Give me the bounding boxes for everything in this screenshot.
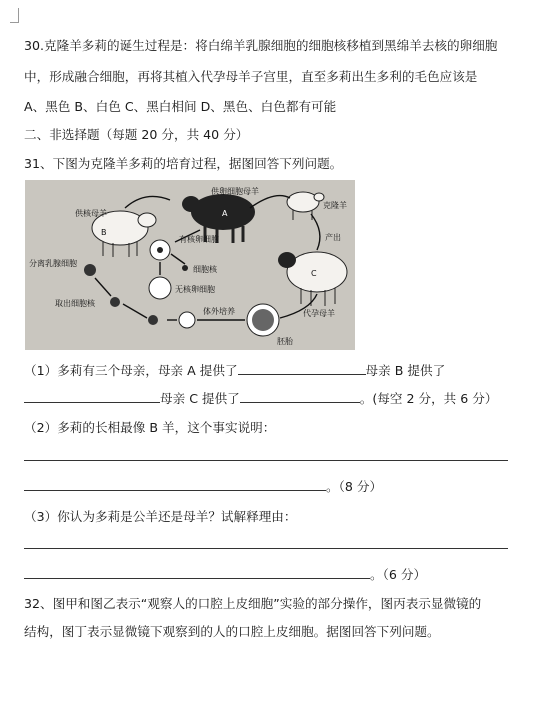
answer-blank-b[interactable] bbox=[24, 390, 160, 403]
q32-line1: 32、图甲和图乙表示“观察人的口腔上皮细胞”实验的部分操作，图丙表示显微镜的 bbox=[24, 596, 482, 611]
fig-label-surrogate: 代孕母羊 bbox=[303, 309, 335, 318]
q31-sub3: （3）你认为多莉是公羊还是母羊？试解释理由： bbox=[24, 509, 297, 524]
answer-blank-2b[interactable] bbox=[24, 478, 326, 491]
q31-sub2-line2 bbox=[24, 478, 382, 495]
extracted-nucleus-cell bbox=[110, 297, 120, 307]
fig-label-separate-mammary: 分离乳腺细胞 bbox=[29, 259, 77, 268]
page-corner-mark bbox=[10, 8, 19, 23]
mammary-cell bbox=[84, 264, 96, 276]
fig-label-donor-egg: 供卵细胞母羊 bbox=[211, 187, 259, 196]
q31-sub2-score: 。（8 分） bbox=[326, 479, 383, 494]
q31-sub1-score: 。(每空 2 分，共 6 分） bbox=[359, 391, 498, 406]
q31-sub1-part1: （1）多莉有三个母亲，母亲 A 提供了 bbox=[24, 363, 238, 378]
fig-label-a: A bbox=[222, 209, 228, 218]
embryo-drawing bbox=[252, 309, 274, 331]
answer-line-3a[interactable] bbox=[24, 548, 508, 549]
nucleated-egg-cell bbox=[157, 247, 163, 253]
fig-label-b: B bbox=[101, 228, 107, 237]
fused-cell-2 bbox=[179, 312, 195, 328]
q31-sub1-line1 bbox=[24, 362, 445, 379]
q31-stem: 31、下图为克隆羊多莉的培育过程，据图回答下列问题。 bbox=[24, 156, 343, 171]
fig-label-nucleus: 细胞核 bbox=[193, 265, 217, 274]
answer-blank-3b[interactable] bbox=[24, 566, 370, 579]
fig-label-nucleated-egg: 有核卵细胞 bbox=[179, 235, 219, 244]
q31-sub1-line2 bbox=[24, 390, 497, 407]
fig-label-c: C bbox=[311, 269, 317, 278]
q30-line1: 30.克隆羊多莉的诞生过程是：将白绵羊乳腺细胞的细胞核移植到黑绵羊去核的卵细胞 bbox=[24, 38, 498, 53]
q32-line2: 结构，图丁表示显微镜下观察到的人的口腔上皮细胞。据图回答下列问题。 bbox=[24, 624, 440, 639]
cloning-process-figure bbox=[25, 180, 355, 350]
answer-blank-a[interactable] bbox=[238, 362, 366, 375]
q31-sub2: （2）多莉的长相最像 B 羊，这个事实说明： bbox=[24, 420, 276, 435]
q30-options: A、黑色 B、白色 C、黑白相间 D、黑色、白色都有可能 bbox=[24, 99, 337, 114]
enucleated-egg-cell bbox=[149, 277, 171, 299]
fig-label-in-vitro: 体外培养 bbox=[203, 307, 235, 316]
cloning-diagram bbox=[25, 180, 355, 350]
nucleus-dot bbox=[182, 265, 188, 271]
fig-label-embryo: 胚胎 bbox=[277, 337, 293, 346]
q31-sub1-part2: 母亲 B 提供了 bbox=[365, 363, 446, 378]
fig-label-enucleated-egg: 无核卵细胞 bbox=[175, 285, 215, 294]
answer-blank-c[interactable] bbox=[240, 390, 360, 403]
q30-line2: 中，形成融合细胞，再将其植入代孕母羊子宫里，直至多莉出生多利的毛色应该是 bbox=[24, 69, 478, 84]
section-heading: 二、非选择题（每题 20 分，共 40 分） bbox=[24, 127, 249, 142]
fig-label-birth: 产出 bbox=[325, 233, 341, 242]
fig-label-cloned-sheep: 克隆羊 bbox=[323, 201, 347, 210]
fig-label-donor-nucleus: 供核母羊 bbox=[75, 209, 107, 218]
q31-sub3-line2 bbox=[24, 566, 426, 583]
fused-cell bbox=[148, 315, 158, 325]
fig-label-extract-nucleus: 取出细胞核 bbox=[55, 299, 95, 308]
answer-line-2a[interactable] bbox=[24, 460, 508, 461]
q31-sub1-part3: 母亲 C 提供了 bbox=[160, 391, 240, 406]
q31-sub3-score: 。（6 分） bbox=[370, 567, 427, 582]
